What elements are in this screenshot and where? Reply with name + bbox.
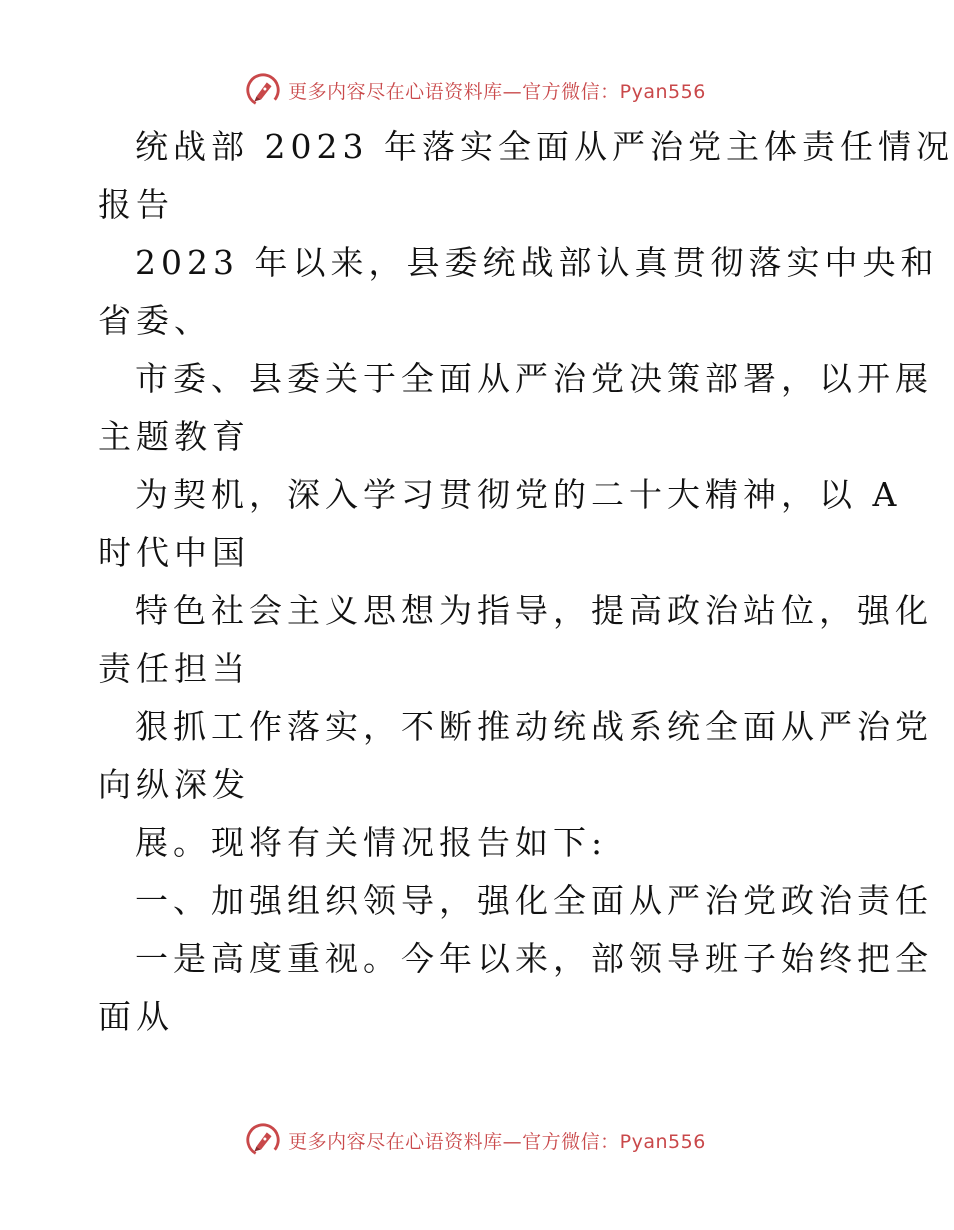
paragraph-line: 展。现将有关情况报告如下: — [135, 823, 608, 862]
paragraph-line: 时代中国 — [98, 533, 250, 572]
pen-nib-logo-icon — [244, 1121, 282, 1159]
header-banner — [0, 68, 950, 112]
paragraph-line: 2023 年以来，县委统战部认真贯彻落实中央和 — [135, 243, 939, 282]
paragraph-line: 主题教育 — [98, 417, 250, 456]
document-title-line-2: 报告 — [98, 185, 174, 224]
document-body — [98, 118, 954, 1046]
header-banner-text: 更多内容尽在心语资料库—官方微信：Pyan556 — [288, 80, 706, 103]
paragraph-line: 责任担当 — [98, 649, 250, 688]
paragraph-line: 省委、 — [98, 301, 212, 340]
paragraph-line: 市委、县委关于全面从严治党决策部署，以开展 — [135, 359, 933, 398]
section-heading: 一、加强组织领导，强化全面从严治党政治责任 — [135, 881, 933, 920]
footer-banner — [0, 1118, 950, 1162]
document-title-line-1: 统战部 2023 年落实全面从严治党主体责任情况 — [135, 127, 954, 166]
paragraph-line: 特色社会主义思想为指导，提高政治站位，强化 — [135, 591, 933, 630]
paragraph-line: 向纵深发 — [98, 765, 250, 804]
paragraph-line: 为契机，深入学习贯彻党的二十大精神，以 A — [135, 475, 902, 514]
paragraph-line: 狠抓工作落实，不断推动统战系统全面从严治党 — [135, 707, 933, 746]
footer-banner-text: 更多内容尽在心语资料库—官方微信：Pyan556 — [288, 1130, 706, 1153]
paragraph-line: 一是高度重视。今年以来，部领导班子始终把全 — [135, 939, 933, 978]
paragraph-line: 面从 — [98, 997, 174, 1036]
pen-nib-logo-icon — [244, 71, 282, 109]
